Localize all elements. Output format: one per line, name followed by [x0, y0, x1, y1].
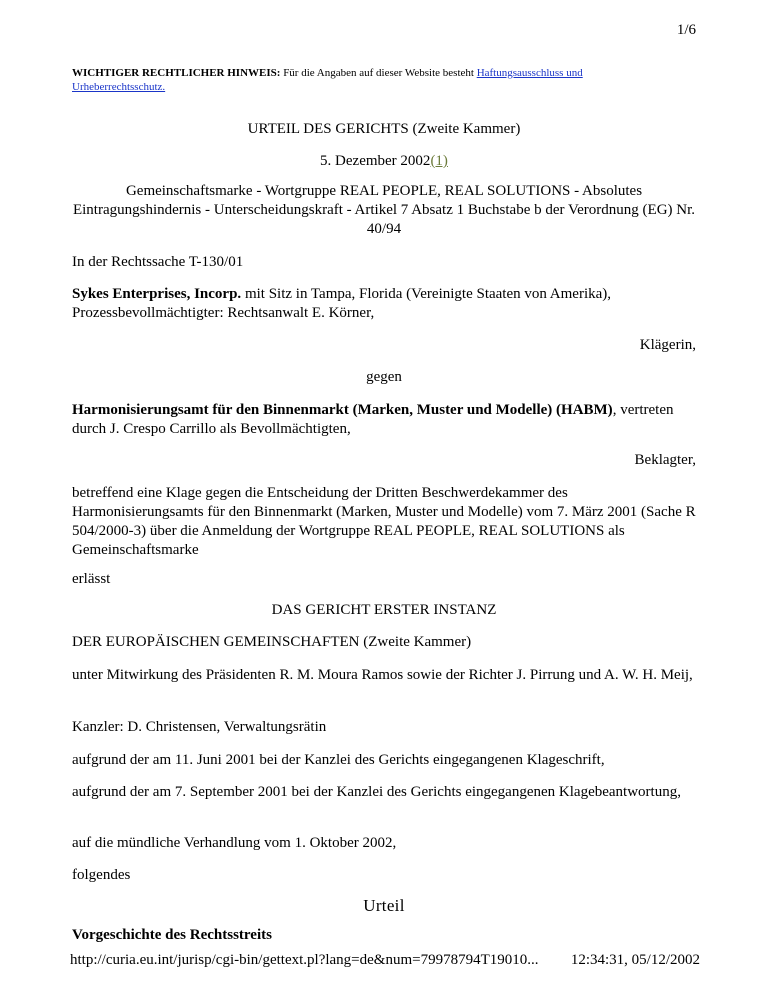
date-text: 5. Dezember 2002 — [320, 153, 431, 169]
court-title: URTEIL DES GERICHTS (Zweite Kammer) — [247, 121, 521, 137]
case-number: In der Rechtssache T-130/01 — [72, 254, 244, 270]
defendant-details: , vertreten durch J. Crespo Carrillo als Bevollmächtigten, — [72, 402, 674, 437]
footer-url: http://curia.eu.int/jurisp/cgi-bin/gettext.pl?lang=de&num=79978794T19010... — [70, 952, 539, 968]
registrar: Kanzler: D. Christensen, Verwaltungsrätin — [72, 719, 327, 735]
copyright-link[interactable]: Urheberrechtsschutz. — [72, 81, 166, 93]
footer-timestamp: 12:34:31, 05/12/2002 — [570, 952, 700, 968]
page-number: 1/6 — [676, 22, 696, 38]
judgment-heading: Urteil — [363, 896, 405, 915]
application-filed: aufgrund der am 11. Juni 2001 bei der Kanzlei des Gerichts eingegangenen Klageschrift, — [72, 752, 605, 768]
judgment-date — [72, 152, 696, 171]
defendant-role: Beklagter, — [634, 452, 696, 468]
applicant-details: mit Sitz in Tampa, Florida (Vereinigte Staaten von Amerika), Prozessbevollmächtigter: Rechtsanwalt E. Körner, — [72, 286, 612, 321]
versus: gegen — [366, 369, 402, 385]
following: folgendes — [72, 867, 131, 883]
applicant-paragraph — [72, 285, 696, 323]
page-footer — [70, 952, 700, 969]
hearing: auf die mündliche Verhandlung vom 1. Oktober 2002, — [72, 835, 397, 851]
response-filed: aufgrund der am 7. September 2001 bei der Kanzlei des Gerichts eingegangenen Klagebeantwortung, — [72, 784, 681, 800]
legal-notice-text: Für die Angaben auf dieser Website besteht — [283, 67, 474, 79]
applicant-name: Sykes Enterprises, Incorp. — [72, 286, 242, 302]
court-name-2: DER EUROPÄISCHEN GEMEINSCHAFTEN (Zweite Kammer) — [72, 634, 472, 650]
issues-text: erlässt — [72, 571, 111, 587]
footnote-link[interactable]: (1) — [430, 153, 448, 169]
applicant-role: Klägerin, — [639, 337, 696, 353]
legal-notice-label: WICHTIGER RECHTLICHER HINWEIS: — [72, 67, 281, 79]
concerning-paragraph: betreffend eine Klage gegen die Entscheidung der Dritten Beschwerdekammer des Harmonisierungsamts für den Binnenmarkt (Marken, Muster und Modelle) vom 7. März 2001 (Sache R 504/2000-3) über die Anmeldung der Wortgruppe REAL PEOPLE, REAL SOLUTIONS als Gemeinschaftsmarke — [72, 485, 696, 558]
court-name: DAS GERICHT ERSTER INSTANZ — [271, 602, 497, 618]
legal-notice — [72, 66, 682, 94]
defendant-paragraph — [72, 401, 696, 439]
composition-paragraph: unter Mitwirkung des Präsidenten R. M. Moura Ramos sowie der Richter J. Pirrung und A. W. H. Meij, — [72, 667, 693, 683]
section-heading-text: Vorgeschichte des Rechtsstreits — [72, 927, 272, 943]
disclaimer-link[interactable]: Haftungsausschluss und — [476, 67, 583, 79]
subject-line: Gemeinschaftsmarke - Wortgruppe REAL PEOPLE, REAL SOLUTIONS - Absolutes Eintragungshindernis - Unterscheidungskraft - Artikel 7 Absatz 1 Buchstabe b der Verordnung (EG) Nr. 40/94 — [72, 183, 696, 237]
section-heading — [72, 926, 696, 945]
defendant-name: Harmonisierungsamt für den Binnenmarkt (Marken, Muster und Modelle) (HABM) — [72, 402, 613, 418]
